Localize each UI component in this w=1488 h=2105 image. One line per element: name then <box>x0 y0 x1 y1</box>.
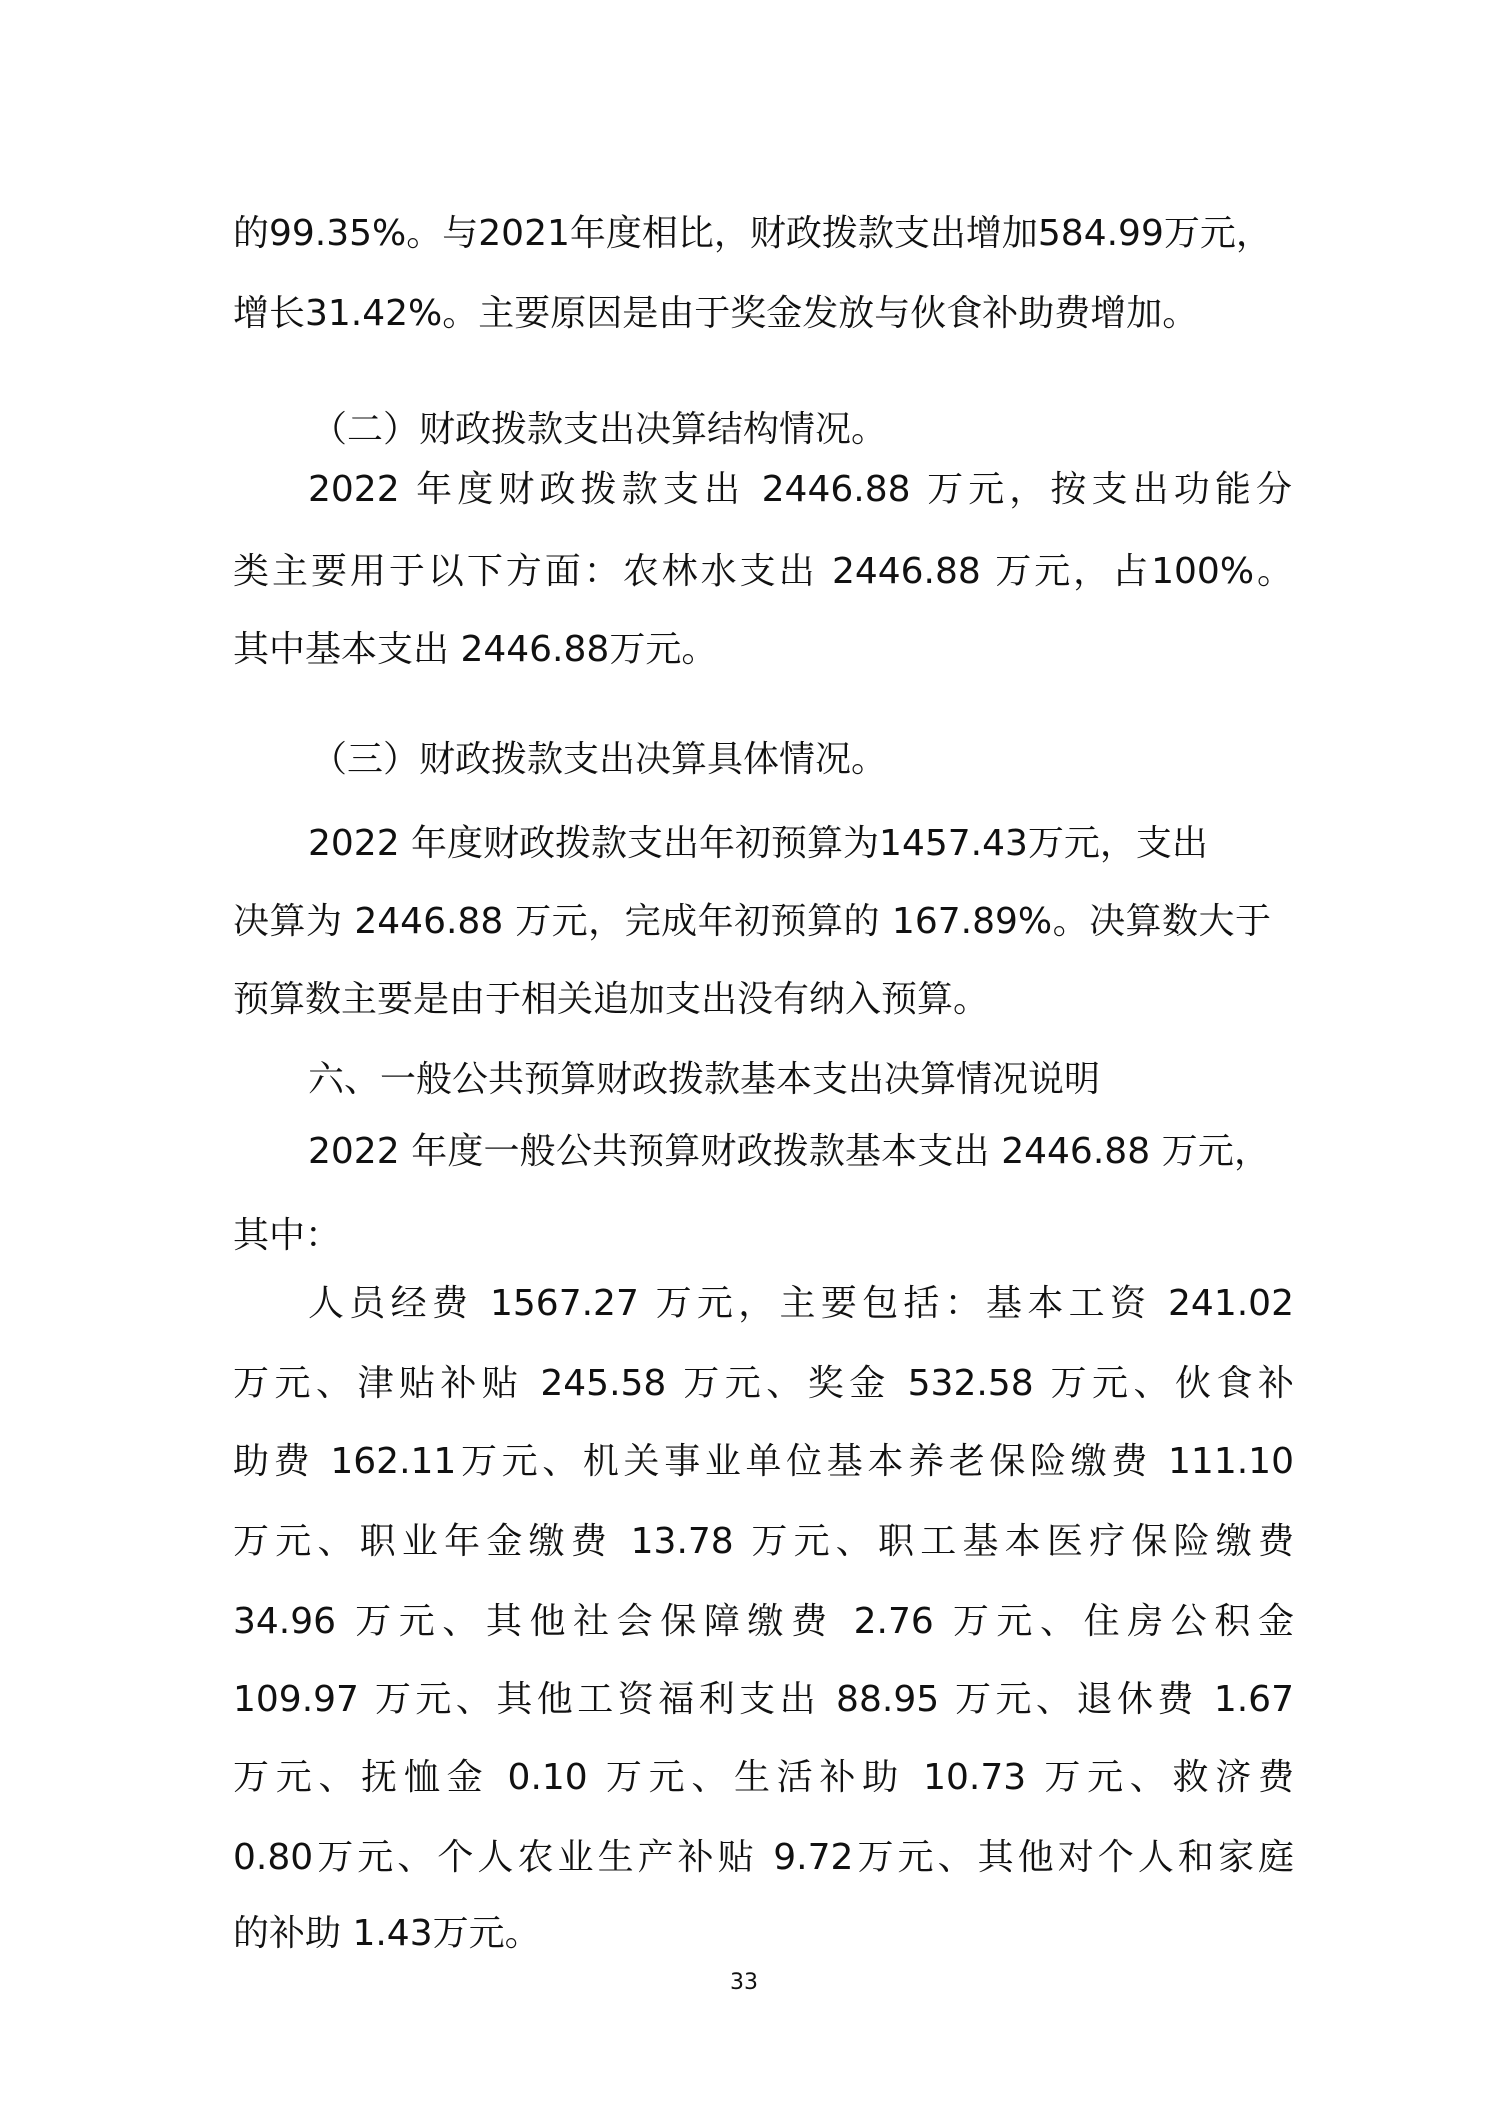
text-line-14: 人员经费 1567.27 万元，主要包括：基本工资 241.02 <box>308 1283 1294 1324</box>
text-line-8: 2022 年度财政拨款支出年初预算为1457.43万元，支出 <box>308 823 1208 864</box>
section-heading-6: 六、一般公共预算财政拨款基本支出决算情况说明 <box>308 1059 1101 1100</box>
text-line-21: 0.80万元、个人农业生产补贴 9.72万元、其他对个人和家庭 <box>233 1837 1294 1878</box>
text-line-22: 的补助 1.43万元。 <box>233 1913 541 1954</box>
text-line-18: 34.96 万元、其他社会保障缴费 2.76 万元、住房公积金 <box>233 1601 1294 1642</box>
text-line-16: 助费 162.11万元、机关事业单位基本养老保险缴费 111.10 <box>233 1441 1294 1482</box>
page-number: 33 <box>730 1970 758 1995</box>
section-heading-3: （三）财政拨款支出决算具体情况。 <box>311 739 888 780</box>
text-line-13: 其中： <box>233 1215 342 1256</box>
text-line-9: 决算为 2446.88 万元，完成年初预算的 167.89%。决算数大于 <box>233 901 1271 942</box>
text-line-19: 109.97 万元、其他工资福利支出 88.95 万元、退休费 1.67 <box>233 1679 1294 1720</box>
text-line-6: 其中基本支出 2446.88万元。 <box>233 629 718 670</box>
text-line-12: 2022 年度一般公共预算财政拨款基本支出 2446.88 万元， <box>308 1131 1270 1172</box>
text-line-17: 万元、职业年金缴费 13.78 万元、职工基本医疗保险缴费 <box>233 1521 1294 1562</box>
text-line-1: 的99.35%。与2021年度相比，财政拨款支出增加584.99万元， <box>233 213 1272 254</box>
text-line-4: 2022 年度财政拨款支出 2446.88 万元，按支出功能分 <box>308 469 1292 510</box>
text-line-20: 万元、抚恤金 0.10 万元、生活补助 10.73 万元、救济费 <box>233 1757 1294 1798</box>
text-line-15: 万元、津贴补贴 245.58 万元、奖金 532.58 万元、伙食补 <box>233 1363 1294 1404</box>
section-heading-2: （二）财政拨款支出决算结构情况。 <box>311 409 888 450</box>
text-line-5: 类主要用于以下方面：农林水支出 2446.88 万元，占100%。 <box>233 551 1293 592</box>
text-line-2: 增长31.42%。主要原因是由于奖金发放与伙食补助费增加。 <box>233 293 1199 334</box>
text-line-10: 预算数主要是由于相关追加支出没有纳入预算。 <box>233 979 990 1020</box>
